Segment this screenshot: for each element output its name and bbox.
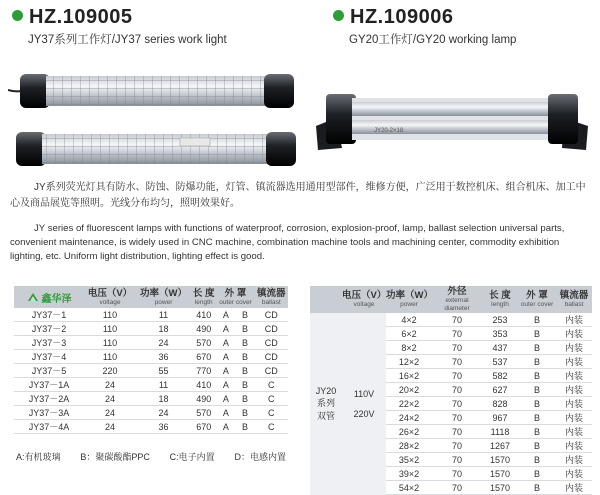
- table-row: 26×2 70 1118 B 内装: [310, 425, 592, 439]
- table-header-row: 鑫华泽 电压（V） voltage 功率（W） power 长 度 length 外 罩 outer cover 镇流器 ballast: [14, 286, 288, 308]
- table-row: 16×2 70 582 B 内装: [310, 369, 592, 383]
- jy37-lamp-image-bottom: [10, 122, 300, 172]
- table-row: 12×2 70 537 B 内装: [310, 355, 592, 369]
- table-row: 35×2 70 1570 B 内装: [310, 453, 592, 467]
- table-row: JY20 系列 双管 110V 220V 4×2 70 253 B 内装: [310, 313, 592, 327]
- product-subtitle: GY20工作灯/GY20 working lamp: [349, 34, 517, 46]
- brand-logo: [14, 290, 84, 305]
- table-row: 22×2 70 828 B 内装: [310, 397, 592, 411]
- material-legend: [16, 450, 286, 463]
- table-row: JY37－2 110 18 490 A B CD: [14, 322, 288, 336]
- legend-item: A:有机玻璃: [16, 452, 61, 462]
- table-row: JY37－4 110 36 670 A B CD: [14, 350, 288, 364]
- jy37-lamp-image-top: [8, 64, 298, 114]
- product-subtitle: JY37系列工作灯/JY37 series work light: [28, 34, 227, 46]
- header-external-diameter: 外径: [447, 286, 467, 297]
- header-ballast: 镇流器: [257, 287, 286, 299]
- table-row: JY37－2A 24 18 490 A B C: [14, 392, 288, 406]
- table-row: JY37－3A 24 24 570 A B C: [14, 406, 288, 420]
- table-row: 20×2 70 627 B 内装: [310, 383, 592, 397]
- table-row: 24×2 70 967 B 内装: [310, 411, 592, 425]
- header-voltage: 电压（V）: [342, 290, 387, 301]
- jy37-spec-table: [14, 286, 288, 434]
- model-cell: JY20 系列 双管: [310, 313, 342, 495]
- voltage-cell: 110V 220V: [342, 313, 386, 495]
- right-product-header: [333, 6, 516, 47]
- gy20-lamp-image: [312, 88, 594, 158]
- product-code: HZ.109006: [350, 6, 454, 28]
- bullet-icon: [12, 10, 23, 21]
- table-row: 28×2 70 1267 B 内装: [310, 439, 592, 453]
- header-voltage: 电压（V）: [87, 287, 133, 299]
- table-row: JY37－5 220 55 770 A B CD: [14, 364, 288, 378]
- brand-logo-text: 鑫华泽: [41, 293, 72, 305]
- jy37-table-body: [14, 308, 288, 434]
- table-row: 6×2 70 353 B 内装: [310, 327, 592, 341]
- table-row: JY37－4A 24 36 670 A B C: [14, 420, 288, 434]
- header-length: 长 度: [192, 287, 215, 299]
- table-row: 8×2 70 437 B 内装: [310, 341, 592, 355]
- product-code: HZ.109005: [29, 6, 133, 28]
- table-row: 54×2 70 1570 B 内装: [310, 481, 592, 495]
- table-row: JY37－1 110 11 410 A B CD: [14, 308, 288, 322]
- table-row: JY37－3 110 24 570 A B CD: [14, 336, 288, 350]
- bullet-icon: [333, 10, 344, 21]
- legend-item: B：聚碳酸酯PPC: [80, 452, 150, 462]
- header-ballast: 镇流器: [559, 290, 589, 301]
- header-power: 功率（W）: [140, 287, 187, 299]
- description-english: JY series of fluorescent lamps with functions of waterproof, corrosion, explosion-proof, lamp, ballast selection universal parts, convenient maintenance, is widely used in CNC machine, combination machine tools and machining center, commodity exhibition lighting, etc. Uniform light distribution, lighting effect is good.: [10, 223, 565, 262]
- header-length: 长 度: [489, 290, 511, 301]
- header-power: 功率（W）: [386, 290, 433, 301]
- legend-item: D：电感内置: [234, 452, 286, 462]
- left-product-header: [12, 6, 227, 47]
- lamp-label: JY20-2×18: [374, 128, 404, 134]
- header-outer-cover: 外 罩: [224, 287, 247, 299]
- header-outer-cover: 外 罩: [526, 290, 548, 301]
- table-row: JY37－1A 24 11 410 A B C: [14, 378, 288, 392]
- jy20-table-body: [310, 313, 592, 495]
- description-chinese: JY系列荧光灯具有防水、防蚀、防爆功能，灯管、镇流器选用通用型部件，维修方便，广泛用于数控机床、组合机床、加工中心及商品展览等照明。光线分布均匀，照明效果好。: [10, 182, 586, 209]
- legend-item: C:电子内置: [169, 452, 215, 462]
- brand-logo-icon: [27, 291, 39, 303]
- table-header-row: 电压（V） voltage 功率（W） power 外径 external diameter 长 度 length 外 罩 outer cover 镇流器 ballast: [310, 286, 592, 313]
- jy20-spec-table: [310, 286, 592, 495]
- table-row: 39×2 70 1570 B 内装: [310, 467, 592, 481]
